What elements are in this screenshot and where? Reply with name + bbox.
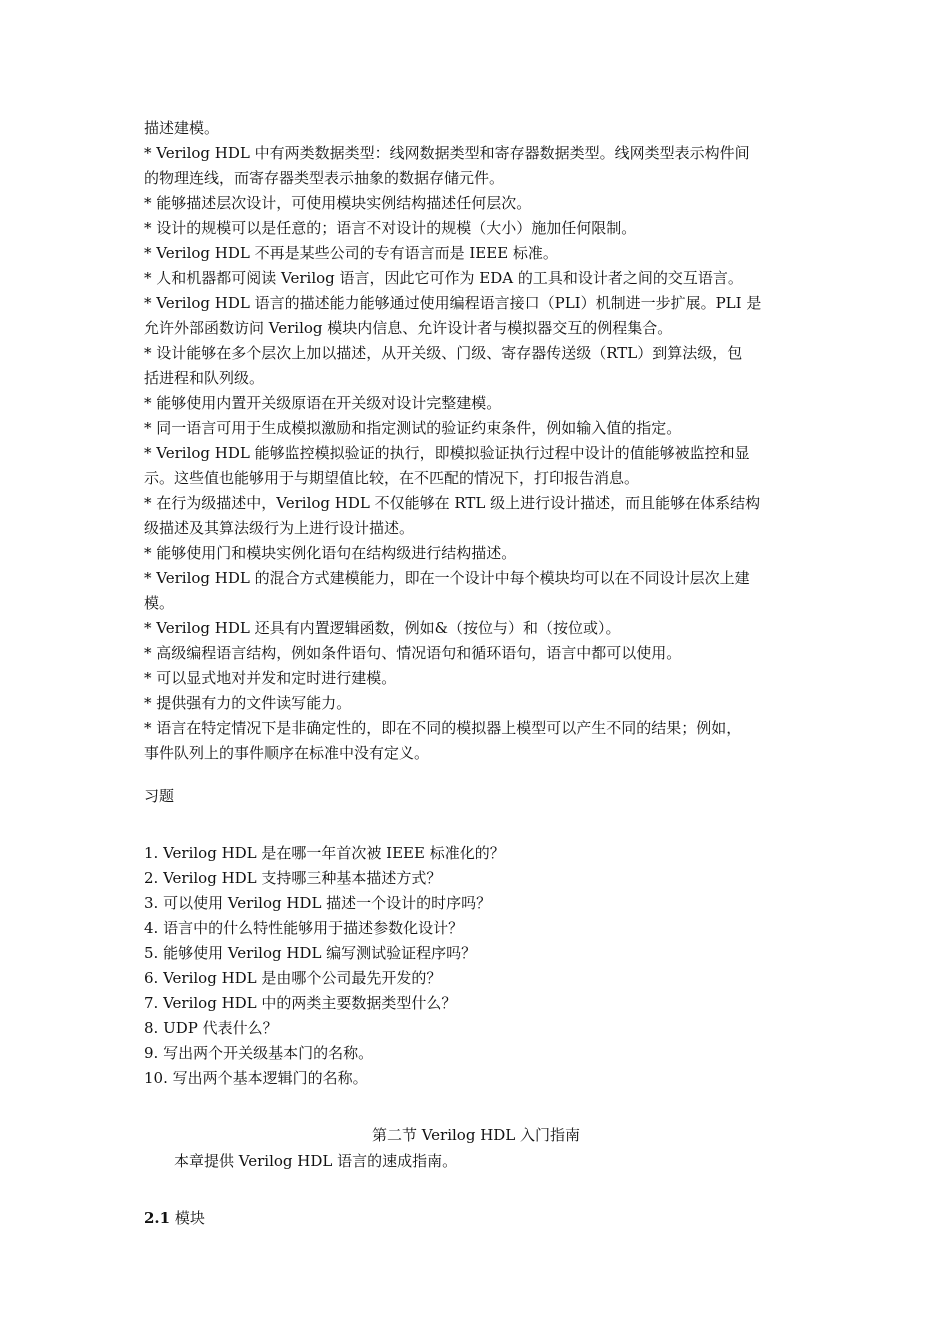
body-line: * Verilog HDL 还具有内置逻辑函数，例如&（按位与）和（按位或）。 [144, 619, 621, 637]
feature-list [144, 116, 808, 766]
subsection-number: 2.1 [144, 1209, 171, 1227]
exercise-list [144, 841, 808, 1091]
body-line: * 能够描述层次设计，可使用模块实例结构描述任何层次。 [144, 194, 532, 212]
body-line: * 设计能够在多个层次上加以描述，从开关级、门级、寄存器传送级（RTL）到算法级，包 [144, 344, 743, 362]
body-line: * 能够使用内置开关级原语在开关级对设计完整建模。 [144, 394, 502, 412]
exercise-item: 3. 可以使用 Verilog HDL 描述一个设计的时序吗？ [144, 894, 492, 912]
body-line: * Verilog HDL 的混合方式建模能力，即在一个设计中每个模块均可以在不同设计层次上建 [144, 569, 750, 587]
exercise-item: 9. 写出两个开关级基本门的名称。 [144, 1044, 374, 1062]
exercise-item: 7. Verilog HDL 中的两类主要数据类型什么？ [144, 994, 457, 1012]
exercises-heading: 习题 [144, 787, 175, 805]
exercise-item: 8. UDP 代表什么？ [144, 1019, 278, 1037]
body-line: 的物理连线，而寄存器类型表示抽象的数据存储元件。 [144, 169, 505, 187]
exercise-item: 1. Verilog HDL 是在哪一年首次被 IEEE 标准化的？ [144, 844, 505, 862]
body-line: * 人和机器都可阅读 Verilog 语言，因此它可作为 EDA 的工具和设计者之间的交互语言。 [144, 269, 743, 287]
section-title: 第二节 Verilog HDL 入门指南 [371, 1126, 581, 1144]
exercise-item: 2. Verilog HDL 支持哪三种基本描述方式？ [144, 869, 442, 887]
body-line: * 在行为级描述中，Verilog HDL 不仅能够在 RTL 级上进行设计描述，而且能够在体系结构 [144, 494, 761, 512]
subsection-title: 模块 [174, 1209, 205, 1227]
body-line: 括进程和队列级。 [144, 369, 265, 387]
body-line: * 提供强有力的文件读写能力。 [144, 694, 352, 712]
body-line: * 语言在特定情况下是非确定性的，即在不同的模拟器上模型可以产生不同的结果；例如， [144, 719, 742, 737]
exercise-item: 10. 写出两个基本逻辑门的名称。 [144, 1069, 368, 1087]
body-line: * Verilog HDL 语言的描述能力能够通过使用编程语言接口（PLI）机制进一步扩展。PLI 是 [144, 294, 762, 312]
exercise-item: 4. 语言中的什么特性能够用于描述参数化设计？ [144, 919, 464, 937]
body-line: * 高级编程语言结构，例如条件语句、情况语句和循环语句，语言中都可以使用。 [144, 644, 682, 662]
exercise-item: 6. Verilog HDL 是由哪个公司最先开发的？ [144, 969, 442, 987]
body-line: * 同一语言可用于生成模拟激励和指定测试的验证约束条件，例如输入值的指定。 [144, 419, 682, 437]
body-line: 示。这些值也能够用于与期望值比较，在不匹配的情况下，打印报告消息。 [144, 469, 640, 487]
body-line: * Verilog HDL 不再是某些公司的专有语言而是 IEEE 标准。 [144, 244, 558, 262]
section-intro: 本章提供 Verilog HDL 语言的速成指南。 [174, 1152, 458, 1170]
body-line: * 可以显式地对并发和定时进行建模。 [144, 669, 397, 687]
body-line: 模。 [144, 594, 175, 612]
body-line: 级描述及其算法级行为上进行设计描述。 [144, 519, 415, 537]
body-line: * Verilog HDL 中有两类数据类型：线网数据类型和寄存器数据类型。线网类型表示构件间 [144, 144, 750, 162]
body-line: 允许外部函数访问 Verilog 模块内信息、允许设计者与模拟器交互的例程集合。 [144, 319, 673, 337]
body-line: * Verilog HDL 能够监控模拟验证的执行，即模拟验证执行过程中设计的值能够被监控和显 [144, 444, 750, 462]
page-content [144, 116, 808, 1231]
body-line: 事件队列上的事件顺序在标准中没有定义。 [144, 744, 430, 762]
subsection-heading [144, 1206, 808, 1231]
body-line: * 设计的规模可以是任意的；语言不对设计的规模（大小）施加任何限制。 [144, 219, 637, 237]
body-line: * 能够使用门和模块实例化语句在结构级进行结构描述。 [144, 544, 517, 562]
exercise-item: 5. 能够使用 Verilog HDL 编写测试验证程序吗？ [144, 944, 477, 962]
body-line: 描述建模。 [144, 119, 220, 137]
